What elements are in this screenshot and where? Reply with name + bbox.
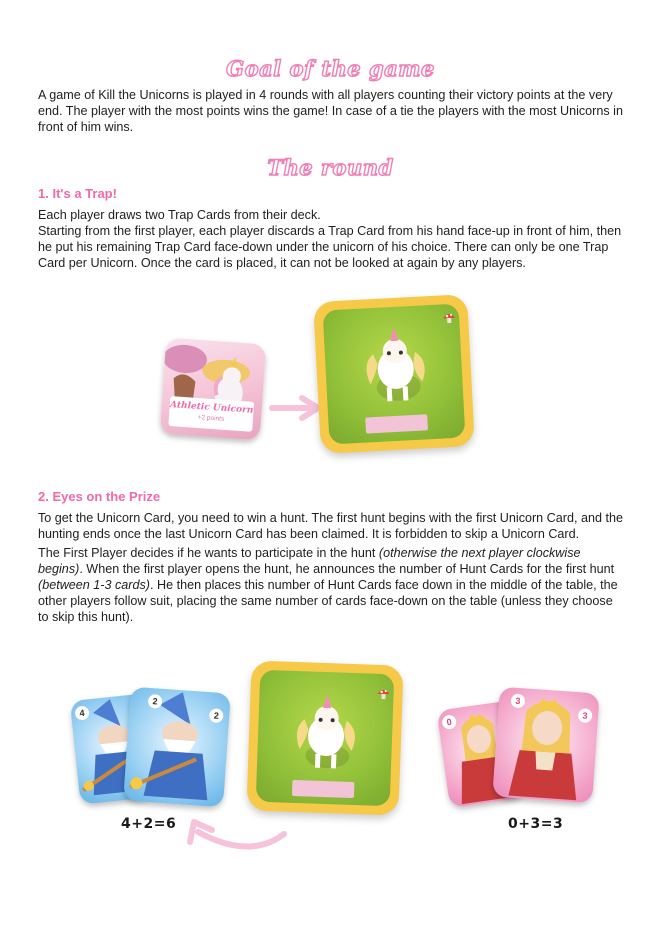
para2-text-a: The First Player decides if he wants to participate in the hunt <box>38 546 379 560</box>
card-value-badge: 3 <box>511 693 526 708</box>
step1-line2: Starting from the first player, each player discards a Trap Card from his hand face-up in front of him, then he put his remaining Trap Card face-down under the unicorn of his choice. There can only be one Trap Card per Unicorn. Once the card is placed, it can not be looked at again by any players. <box>38 224 622 270</box>
card-points: +2 points <box>197 414 225 423</box>
mushroom-icon <box>376 687 390 701</box>
princess-icon <box>492 687 599 804</box>
step2-para1: To get the Unicorn Card, you need to win a hunt. The first hunt begins with the first Unicorn Card, and the hunting ends once the last Unicorn Card has been claimed. It is forbidden to skip a Unicorn Card. <box>38 511 623 541</box>
goal-title: Goal of the game <box>226 56 435 81</box>
card-banner <box>365 414 428 433</box>
mushroom-icon <box>442 311 457 326</box>
card-label <box>168 396 254 432</box>
para2-text-c: . When the first player opens the hunt, he announces the number of Hunt Cards for the first hunt <box>79 562 615 576</box>
card-value-badge: 0 <box>441 714 457 730</box>
unicorn-card-hunt <box>246 660 403 815</box>
card-value-badge: 2 <box>148 694 163 709</box>
card-value-badge-right: 3 <box>578 708 593 723</box>
unicorn-card-trap <box>313 294 475 454</box>
right-equation: 0+3=3 <box>508 816 564 832</box>
step2-heading: 2. Eyes on the Prize <box>38 489 161 504</box>
para2-text-d: (between 1-3 cards) <box>38 578 150 592</box>
arrow-right-icon <box>266 392 326 422</box>
wizard-icon <box>123 687 231 808</box>
step1-line1: Each player draws two Trap Cards from their deck. <box>38 208 321 222</box>
round-title: The round <box>267 155 394 180</box>
curved-arrow-icon <box>180 808 290 858</box>
hunt-card-left-2 <box>123 687 231 808</box>
card-banner <box>292 780 355 798</box>
para2-text-b: (otherwise the next player clockwise begins) <box>38 546 581 576</box>
goal-text: A game of Kill the Unicorns is played in 4 rounds with all players counting their victory points at the very end. The player with the most points wins the game! In case of a tie the players with the most Unicorns in front of him wins. <box>38 88 623 134</box>
step2-para2 <box>38 545 626 625</box>
athletic-unicorn-card <box>160 338 266 441</box>
card-name: Athletic Unicorn <box>169 400 254 416</box>
hunt-card-right-2 <box>492 687 599 804</box>
step1-heading: 1. It's a Trap! <box>38 186 117 201</box>
para2-text-e: . He then places this number of Hunt Cards face down in the middle of the table, the other players follow suit, placing the same number of cards face-down on the table (unless they choose to skip this hunt). <box>38 578 618 624</box>
left-equation: 4+2=6 <box>121 816 177 832</box>
card-value-badge-right: 2 <box>209 708 224 723</box>
card-value-badge: 4 <box>74 705 89 720</box>
